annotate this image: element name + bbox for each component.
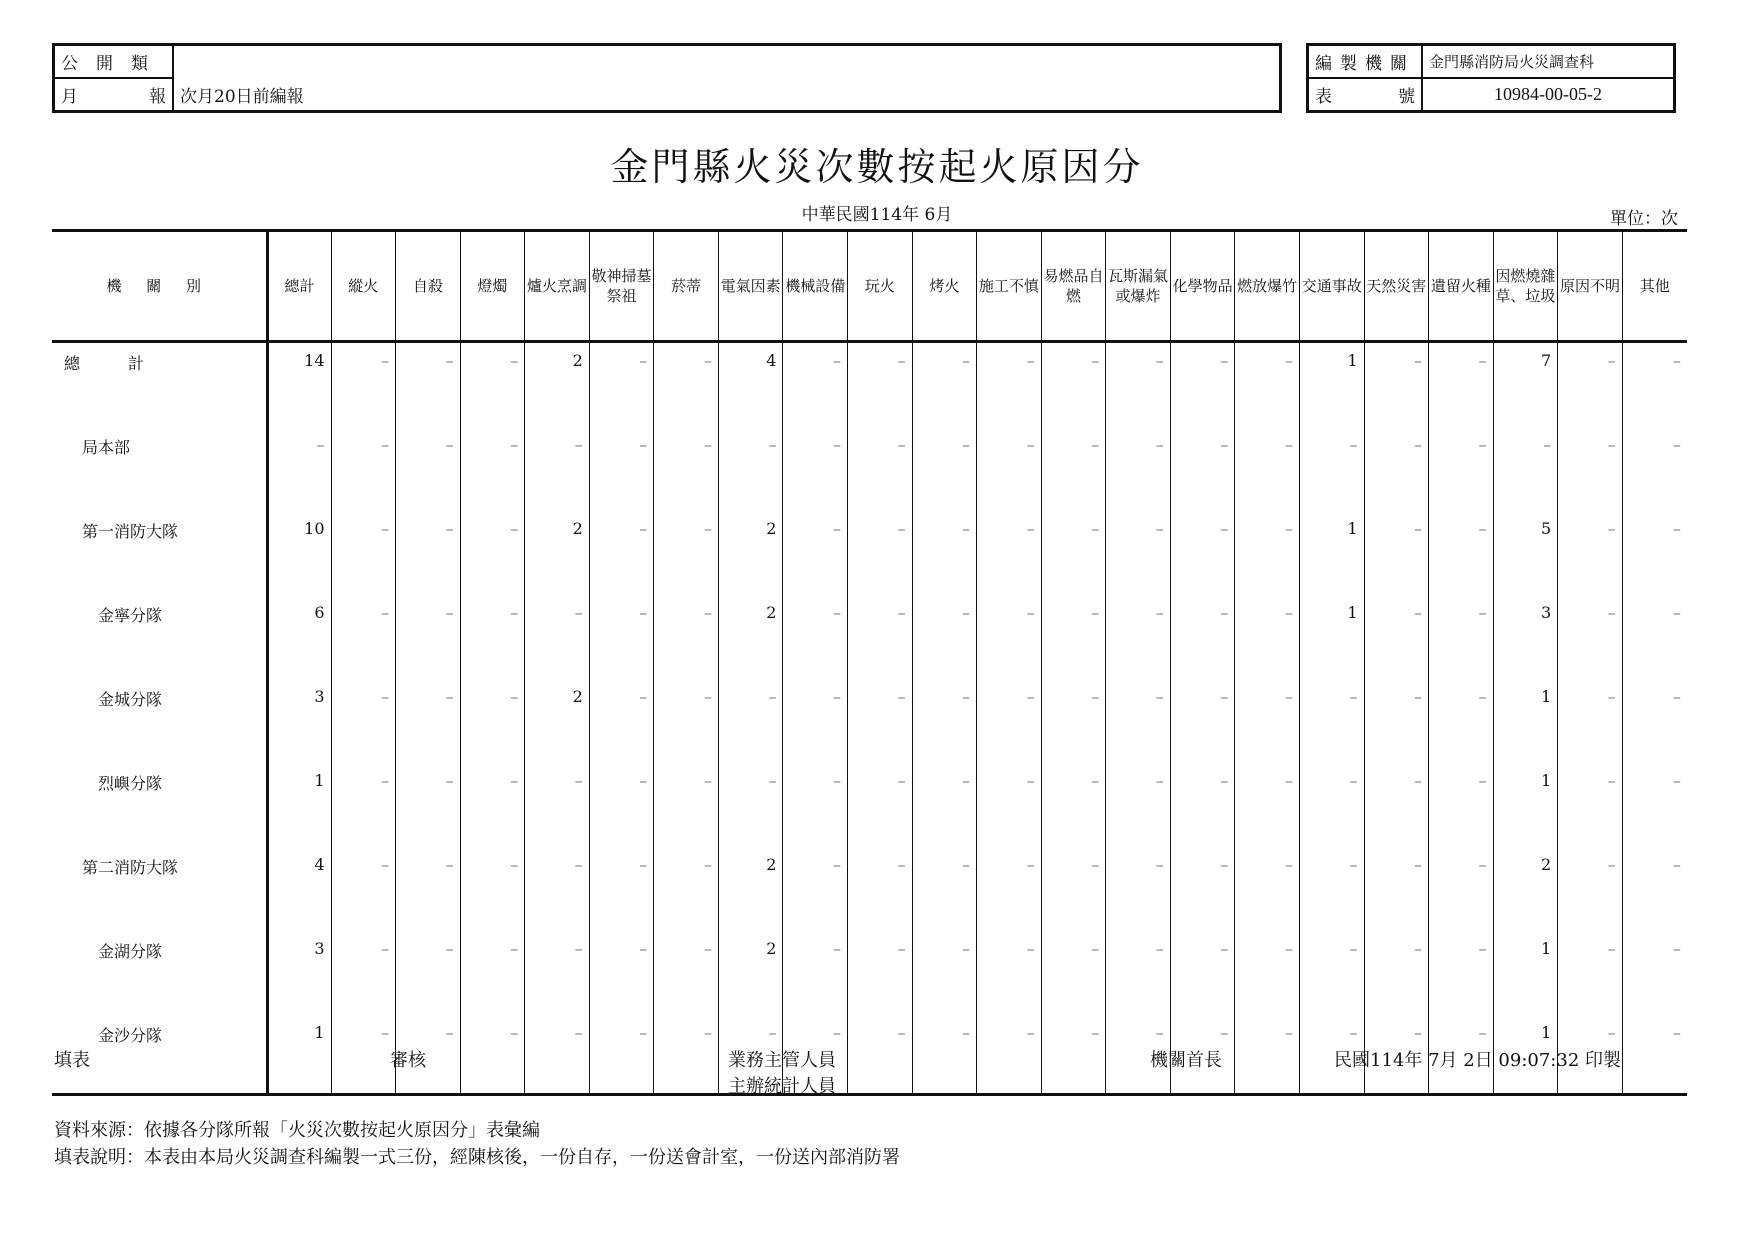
table-row <box>52 931 1687 1015</box>
table-cell: 4 <box>718 342 783 428</box>
table-cell: – <box>396 847 461 931</box>
table-cell: 3 <box>1493 595 1558 679</box>
table-cell: – <box>460 679 525 763</box>
table-cell: – <box>525 931 590 1015</box>
table-cell: – <box>589 763 654 847</box>
table-cell: – <box>718 427 783 511</box>
table-cell: – <box>460 763 525 847</box>
table-cell: – <box>1364 595 1429 679</box>
table-cell: – <box>783 931 848 1015</box>
table-cell: – <box>1299 679 1364 763</box>
agency-name: 金湖分隊 <box>98 942 163 961</box>
table-cell: – <box>525 1015 590 1095</box>
column-header-agency: 機 關 別 <box>52 231 267 342</box>
table-cell: – <box>1235 1015 1300 1095</box>
table-cell: – <box>654 931 719 1015</box>
table-cell: – <box>1170 1015 1235 1095</box>
form-number-value: 10984-00-05-2 <box>1422 78 1675 112</box>
table-cell: – <box>1170 595 1235 679</box>
table-cell: – <box>1106 847 1171 931</box>
table-cell: – <box>977 679 1042 763</box>
table-cell: – <box>1041 342 1106 428</box>
instructions-note: 填表說明：本表由本局火災調查科編製一式三份，經陳核後，一份自存，一份送會計室，一份送內部消防署 <box>54 1147 900 1168</box>
table-cell: 4 <box>267 847 331 931</box>
notes <box>54 1117 900 1171</box>
table-cell: – <box>1429 931 1494 1015</box>
agency-name: 金寧分隊 <box>98 606 163 625</box>
table-cell: – <box>912 847 977 931</box>
table-cell: – <box>912 595 977 679</box>
table-cell: – <box>331 679 396 763</box>
table-row <box>52 427 1687 511</box>
table-cell: – <box>1106 1015 1171 1095</box>
table-cell: – <box>1364 763 1429 847</box>
table-cell: – <box>977 763 1042 847</box>
table-cell: 6 <box>267 595 331 679</box>
table-cell: – <box>1429 847 1494 931</box>
row-label <box>52 931 267 1015</box>
table-cell: – <box>1106 595 1171 679</box>
column-header: 自殺 <box>396 231 461 342</box>
column-header: 烤火 <box>912 231 977 342</box>
row-label <box>52 342 267 428</box>
table-cell: – <box>1622 342 1687 428</box>
agency-name: 烈嶼分隊 <box>98 774 163 793</box>
table-cell: – <box>848 931 913 1015</box>
table-cell: 1 <box>267 763 331 847</box>
table-cell: – <box>1170 847 1235 931</box>
table-cell: – <box>783 1015 848 1095</box>
table-cell: 2 <box>718 847 783 931</box>
table-cell: – <box>912 763 977 847</box>
column-header: 總計 <box>267 231 331 342</box>
table-cell: – <box>1429 595 1494 679</box>
column-header: 玩火 <box>848 231 913 342</box>
table-cell: – <box>589 931 654 1015</box>
table-cell: – <box>1622 511 1687 595</box>
table-cell: – <box>460 427 525 511</box>
print-timestamp: 民國114年 7月 2日 09:07:32 印製 <box>1334 1050 1621 1071</box>
table-cell: – <box>977 1015 1042 1095</box>
table-cell: – <box>1106 511 1171 595</box>
table-cell: – <box>1041 511 1106 595</box>
table-cell: 1 <box>1493 1015 1558 1095</box>
table-cell: – <box>1170 679 1235 763</box>
supervisor-label: 業務主管人員 <box>728 1050 836 1071</box>
table-cell: – <box>331 595 396 679</box>
table-cell: – <box>1235 679 1300 763</box>
table-cell: – <box>267 427 331 511</box>
table-cell: – <box>1235 931 1300 1015</box>
table-cell: – <box>1622 763 1687 847</box>
column-header: 敬神掃墓祭祖 <box>589 231 654 342</box>
reviewer-label: 審核 <box>390 1050 426 1071</box>
table-cell: – <box>1235 847 1300 931</box>
table-cell: – <box>460 342 525 428</box>
table-cell: – <box>977 511 1042 595</box>
agency-name: 第二消防大隊 <box>82 858 179 877</box>
table-cell: 2 <box>525 511 590 595</box>
table-cell: – <box>783 847 848 931</box>
table-body <box>52 342 1687 1095</box>
column-header: 遺留火種 <box>1429 231 1494 342</box>
table-cell: – <box>912 679 977 763</box>
table-cell: – <box>460 511 525 595</box>
table-cell: – <box>1235 595 1300 679</box>
row-label <box>52 595 267 679</box>
table-cell: – <box>1429 679 1494 763</box>
table-cell: – <box>1558 342 1623 428</box>
table-cell: – <box>1041 679 1106 763</box>
table-cell: – <box>396 342 461 428</box>
agency-head-label: 機關首長 <box>1150 1050 1222 1071</box>
agency-name: 金沙分隊 <box>98 1026 163 1045</box>
table-cell: – <box>1364 511 1429 595</box>
table-cell: – <box>1041 847 1106 931</box>
column-header: 菸蒂 <box>654 231 719 342</box>
table-cell: – <box>1558 931 1623 1015</box>
table-cell: – <box>331 847 396 931</box>
unit-label: 單位：次 <box>1610 209 1678 229</box>
table-cell: – <box>1106 679 1171 763</box>
column-header: 施工不慎 <box>977 231 1042 342</box>
column-header: 化學物品 <box>1170 231 1235 342</box>
table-cell: – <box>783 595 848 679</box>
table-cell: – <box>1558 427 1623 511</box>
table-row <box>52 595 1687 679</box>
table-cell: 2 <box>718 511 783 595</box>
table-cell: – <box>783 679 848 763</box>
agency-name: 總 計 <box>64 354 145 373</box>
table-cell: 1 <box>1493 931 1558 1015</box>
table-cell: – <box>525 763 590 847</box>
statistician-label: 主辦統計人員 <box>728 1076 836 1097</box>
table-cell: – <box>1622 1015 1687 1095</box>
table-cell: – <box>1558 1015 1623 1095</box>
page-title: 金門縣火災次數按起火原因分 <box>610 145 1144 189</box>
table-row <box>52 679 1687 763</box>
table-cell: – <box>1558 763 1623 847</box>
table-cell: 5 <box>1493 511 1558 595</box>
column-header: 因燃燒雜草、垃圾 <box>1493 231 1558 342</box>
column-header: 瓦斯漏氣或爆炸 <box>1106 231 1171 342</box>
table-cell: – <box>912 427 977 511</box>
table-cell: 10 <box>267 511 331 595</box>
table-cell: – <box>848 679 913 763</box>
row-label <box>52 679 267 763</box>
compiler-label: 編製機關 <box>1308 45 1423 79</box>
table-cell: – <box>1106 342 1171 428</box>
row-label <box>52 427 267 511</box>
table-cell: – <box>1170 511 1235 595</box>
table-cell: – <box>589 1015 654 1095</box>
table-cell: – <box>1299 1015 1364 1095</box>
column-header: 交通事故 <box>1299 231 1364 342</box>
table-cell: – <box>589 847 654 931</box>
table-cell: – <box>1558 595 1623 679</box>
table-cell: – <box>1299 763 1364 847</box>
table-cell: – <box>589 427 654 511</box>
table-cell: 7 <box>1493 342 1558 428</box>
table-cell: 1 <box>267 1015 331 1095</box>
frequency-label: 月報 <box>54 78 174 112</box>
table-cell: – <box>654 1015 719 1095</box>
table-cell: – <box>654 763 719 847</box>
table-row <box>52 847 1687 931</box>
table-cell: – <box>396 595 461 679</box>
column-header: 燈燭 <box>460 231 525 342</box>
table-cell: 14 <box>267 342 331 428</box>
table-cell: – <box>654 679 719 763</box>
table-cell: – <box>1429 1015 1494 1095</box>
table-cell: – <box>396 427 461 511</box>
table-cell: – <box>396 1015 461 1095</box>
table-cell: – <box>1558 679 1623 763</box>
table-cell: – <box>848 1015 913 1095</box>
table-cell: 1 <box>1299 342 1364 428</box>
table-cell: – <box>460 931 525 1015</box>
table-cell: – <box>1170 427 1235 511</box>
agency-name: 第一消防大隊 <box>82 522 179 541</box>
table-cell: – <box>589 342 654 428</box>
column-header: 燃放爆竹 <box>1235 231 1300 342</box>
table-cell: – <box>848 595 913 679</box>
table-cell: – <box>396 763 461 847</box>
table-row <box>52 511 1687 595</box>
form-number-label: 表號 <box>1308 78 1423 112</box>
table-cell: – <box>1622 931 1687 1015</box>
table-cell: – <box>1041 1015 1106 1095</box>
table-cell: – <box>1429 427 1494 511</box>
table-cell: – <box>525 427 590 511</box>
table-cell: – <box>977 847 1042 931</box>
table-cell: – <box>1364 427 1429 511</box>
table-cell: 1 <box>1299 595 1364 679</box>
table-cell: – <box>912 931 977 1015</box>
table-cell: – <box>396 931 461 1015</box>
table-cell: – <box>1429 342 1494 428</box>
fire-cause-table <box>52 229 1687 1096</box>
classification-label: 公開類 <box>54 45 174 79</box>
table-cell: – <box>783 427 848 511</box>
table-cell: – <box>1364 342 1429 428</box>
table-row <box>52 763 1687 847</box>
table-cell: – <box>331 763 396 847</box>
table-cell: – <box>848 342 913 428</box>
table-cell: 2 <box>718 931 783 1015</box>
table-cell: – <box>912 511 977 595</box>
table-cell: – <box>1364 679 1429 763</box>
table-cell: – <box>1299 427 1364 511</box>
row-label <box>52 511 267 595</box>
table-cell: – <box>848 511 913 595</box>
table-cell: – <box>1041 931 1106 1015</box>
table-cell: – <box>331 427 396 511</box>
table-cell: – <box>977 595 1042 679</box>
table-cell: 2 <box>718 595 783 679</box>
table-cell: 2 <box>525 679 590 763</box>
table-cell: – <box>718 763 783 847</box>
table-cell: – <box>912 1015 977 1095</box>
header-left-box <box>52 43 1282 113</box>
table-cell: – <box>718 679 783 763</box>
table-cell: – <box>654 595 719 679</box>
table-row <box>52 342 1687 428</box>
report-period: 中華民國114年 6月 <box>801 205 953 225</box>
table-cell: – <box>783 511 848 595</box>
table-cell: – <box>1558 511 1623 595</box>
table-header-row <box>52 231 1687 342</box>
row-label <box>52 847 267 931</box>
row-label <box>52 763 267 847</box>
table-cell: – <box>1622 595 1687 679</box>
table-cell: 1 <box>1299 511 1364 595</box>
table-cell: – <box>589 679 654 763</box>
table-cell: – <box>1235 763 1300 847</box>
table-cell: – <box>1170 763 1235 847</box>
table-cell: – <box>1235 427 1300 511</box>
table-cell: – <box>1106 763 1171 847</box>
compiler-value: 金門縣消防局火災調查科 <box>1422 45 1675 79</box>
table-cell: – <box>331 1015 396 1095</box>
table-cell: 1 <box>1493 679 1558 763</box>
table-cell: – <box>1106 931 1171 1015</box>
column-header: 爐火烹調 <box>525 231 590 342</box>
table-cell: – <box>460 1015 525 1095</box>
table-cell: – <box>331 511 396 595</box>
table-cell: – <box>1622 847 1687 931</box>
column-header: 機械設備 <box>783 231 848 342</box>
data-source-note: 資料來源：依據各分隊所報「火災次數按起火原因分」表彙編 <box>54 1120 540 1141</box>
table-cell: – <box>525 595 590 679</box>
table-cell: – <box>1622 427 1687 511</box>
table-cell: 3 <box>267 931 331 1015</box>
frequency-value: 次月20日前編報 <box>173 78 1281 112</box>
table-cell: – <box>1170 931 1235 1015</box>
header-right-box <box>1306 43 1676 113</box>
table-cell: – <box>1299 931 1364 1015</box>
column-header: 天然災害 <box>1364 231 1429 342</box>
table-cell: – <box>1299 847 1364 931</box>
table-cell: – <box>977 342 1042 428</box>
table-cell: – <box>1558 847 1623 931</box>
table-cell: – <box>718 1015 783 1095</box>
table-cell: – <box>1622 679 1687 763</box>
table-cell: 1 <box>1493 763 1558 847</box>
table-cell: – <box>848 427 913 511</box>
table-cell: – <box>1493 427 1558 511</box>
table-cell: 3 <box>267 679 331 763</box>
table-cell: – <box>460 595 525 679</box>
column-header: 原因不明 <box>1558 231 1623 342</box>
table-cell: – <box>460 847 525 931</box>
table-cell: – <box>589 511 654 595</box>
table-cell: – <box>1235 511 1300 595</box>
table-cell: – <box>654 427 719 511</box>
table-cell: – <box>848 847 913 931</box>
agency-name: 金城分隊 <box>98 690 163 709</box>
table-cell: – <box>1235 342 1300 428</box>
table-cell: – <box>1364 931 1429 1015</box>
table-cell: – <box>912 342 977 428</box>
table-cell: – <box>848 763 913 847</box>
column-header: 電氣因素 <box>718 231 783 342</box>
table-cell: 2 <box>525 342 590 428</box>
table-cell: – <box>331 342 396 428</box>
table-cell: – <box>977 931 1042 1015</box>
table-cell: – <box>525 847 590 931</box>
table-cell: – <box>783 763 848 847</box>
table-cell: – <box>396 511 461 595</box>
table-cell: – <box>1429 763 1494 847</box>
table-cell: – <box>977 427 1042 511</box>
table-cell: – <box>654 342 719 428</box>
table-cell: – <box>783 342 848 428</box>
table-cell: – <box>654 511 719 595</box>
table-cell: – <box>396 679 461 763</box>
column-header: 縱火 <box>331 231 396 342</box>
table-cell: – <box>1364 1015 1429 1095</box>
table-cell: – <box>1041 763 1106 847</box>
table-cell: – <box>654 847 719 931</box>
filler-label: 填表 <box>54 1050 90 1071</box>
table-cell: – <box>331 931 396 1015</box>
table-cell: – <box>1106 427 1171 511</box>
column-header: 易燃品自燃 <box>1041 231 1106 342</box>
agency-name: 局本部 <box>82 438 131 457</box>
table-cell: 2 <box>1493 847 1558 931</box>
table-cell: – <box>1364 847 1429 931</box>
table-cell: – <box>1041 595 1106 679</box>
table-cell: – <box>1429 511 1494 595</box>
column-header: 其他 <box>1622 231 1687 342</box>
table-cell: – <box>589 595 654 679</box>
table-cell: – <box>1170 342 1235 428</box>
table-cell: – <box>1041 427 1106 511</box>
